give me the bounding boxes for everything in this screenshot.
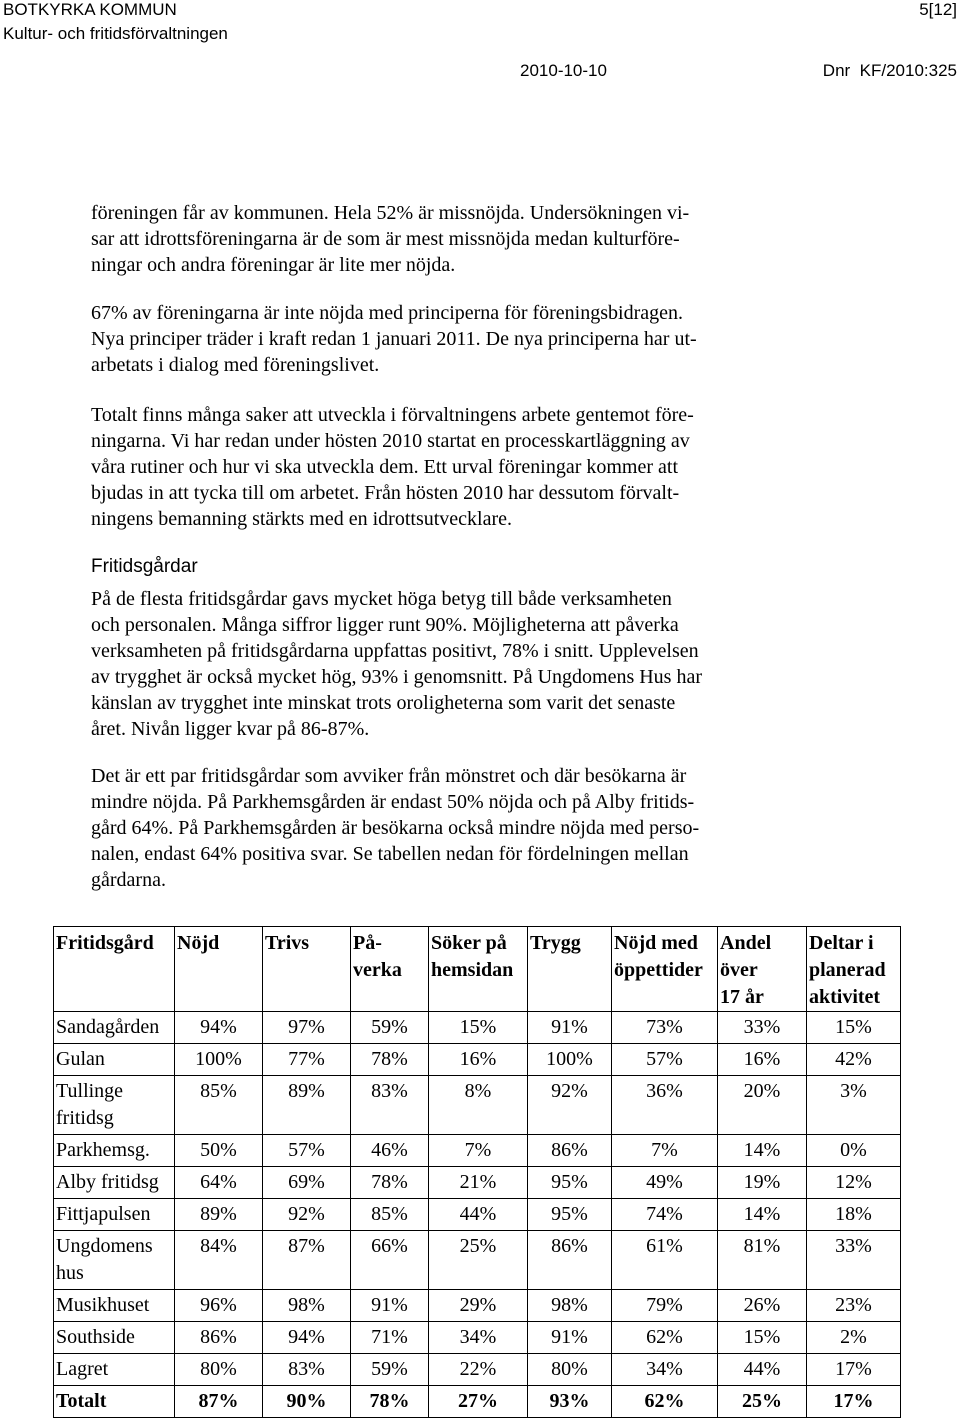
text-line: året. Nivån ligger kvar på 86-87%. [91,718,370,740]
table-cell: 15% [807,1012,901,1044]
table-cell: 85% [351,1199,429,1231]
cell-text: hus [56,1262,84,1284]
table-cell: 17% [807,1386,901,1418]
table-cell: 15% [718,1322,807,1354]
table-cell: 17% [807,1354,901,1386]
table-cell: 81% [718,1231,807,1290]
table-cell: 98% [528,1290,612,1322]
table-cell: 36% [612,1076,718,1135]
table-cell: 59% [351,1012,429,1044]
text-line: ningarna. Vi har redan under hösten 2010 startat en processkartläggning av [91,430,690,452]
table-cell: 97% [263,1012,351,1044]
cell-text: fritidsg [56,1107,114,1129]
table-cell: 12% [807,1167,901,1199]
table-cell: 79% [612,1290,718,1322]
table-cell: 20% [718,1076,807,1135]
table-cell: 23% [807,1290,901,1322]
table-cell: 15% [429,1012,528,1044]
cell-text: Andel [720,932,772,954]
table-cell: 33% [807,1231,901,1290]
table-cell: 93% [528,1386,612,1418]
table-cell: 71% [351,1322,429,1354]
youth-center-name [54,1386,175,1418]
table-cell: 57% [263,1135,351,1167]
text-line: bjudas in att tycka till om arbetet. Från hösten 2010 har dessutom förvalt- [91,482,680,504]
cell-text: aktivitet [809,986,881,1008]
table-cell: 7% [429,1135,528,1167]
table-cell: 89% [175,1199,263,1231]
column-header [175,927,263,1012]
table-cell: 21% [429,1167,528,1199]
table-cell: 96% [175,1290,263,1322]
paragraph-grant-principles [91,300,821,378]
table-cell: 25% [718,1386,807,1418]
table-cell: 92% [263,1199,351,1231]
youth-center-name [54,1354,175,1386]
paragraph-deviating-centers [91,763,821,893]
cell-text: hemsidan [431,959,514,981]
table-cell: 77% [263,1044,351,1076]
table-row [54,1012,901,1044]
paragraph-youth-center-ratings [91,586,821,742]
table-cell: 62% [612,1322,718,1354]
table-cell: 61% [612,1231,718,1290]
youth-center-name [54,1044,175,1076]
table-row [54,1290,901,1322]
table-row [54,1044,901,1076]
section-heading-fritidsgardar: Fritidsgårdar [91,556,198,577]
cell-text: Trivs [265,932,310,954]
table-cell: 87% [263,1231,351,1290]
table-cell: 74% [612,1199,718,1231]
table-cell: 50% [175,1135,263,1167]
table-cell: 83% [263,1354,351,1386]
table-cell: 69% [263,1167,351,1199]
table-cell: 57% [612,1044,718,1076]
table-cell: 91% [351,1290,429,1322]
youth-center-name [54,1135,175,1167]
text-line: föreningen får av kommunen. Hela 52% är missnöjda. Undersökningen vi- [91,202,690,224]
table-cell: 86% [175,1322,263,1354]
table-cell: 33% [718,1012,807,1044]
table-cell: 91% [528,1012,612,1044]
table-cell: 98% [263,1290,351,1322]
text-line: Totalt finns många saker att utveckla i förvaltningens arbete gentemot före- [91,404,694,426]
table-cell: 22% [429,1354,528,1386]
column-header [54,927,175,1012]
table-cell: 92% [528,1076,612,1135]
table-cell: 78% [351,1386,429,1418]
youth-center-name [54,1167,175,1199]
cell-text: Deltar i [809,932,874,954]
table-cell: 73% [612,1012,718,1044]
text-line: arbetats i dialog med föreningslivet. [91,354,380,376]
cell-text: Söker på [431,932,507,954]
text-line: känslan av trygghet inte minskat trots oroligheterna som varit det senaste [91,692,676,714]
table-cell: 83% [351,1076,429,1135]
table-cell: 84% [175,1231,263,1290]
table-cell: 14% [718,1199,807,1231]
table-cell: 0% [807,1135,901,1167]
column-header [429,927,528,1012]
text-line: Nya principer träder i kraft redan 1 januari 2011. De nya principerna har ut- [91,328,697,350]
organization-name: BOTKYRKA KOMMUN [3,0,177,19]
table-cell: 62% [612,1386,718,1418]
table-row [54,1231,901,1290]
table-cell: 64% [175,1167,263,1199]
text-line: Det är ett par fritidsgårdar som avviker från mönstret och där besökarna är [91,765,687,787]
table-cell: 59% [351,1354,429,1386]
cell-text: Nöjd med [614,932,698,954]
text-line: verksamheten på fritidsgårdarna uppfattas positivt, 78% i snitt. Upplevelsen [91,640,699,662]
text-line: sar att idrottsföreningarna är de som är mest missnöjda medan kulturföre- [91,228,680,250]
table-cell: 86% [528,1231,612,1290]
cell-text: Fittjapulsen [56,1203,151,1225]
cell-text: verka [353,959,402,981]
text-line: gårdarna. [91,869,166,891]
table-cell: 42% [807,1044,901,1076]
cell-text: Gulan [56,1048,105,1070]
text-line: nalen, endast 64% positiva svar. Se tabellen nedan för fördelningen mellan [91,843,689,865]
table-cell: 34% [612,1354,718,1386]
table-cell: 14% [718,1135,807,1167]
cell-text: Tullinge [56,1080,124,1102]
table-cell: 25% [429,1231,528,1290]
cell-text: 17 år [720,986,764,1008]
column-header [528,927,612,1012]
table-row [54,1135,901,1167]
table-cell: 78% [351,1167,429,1199]
department-name: Kultur- och fritidsförvaltningen [3,24,228,43]
youth-center-name [54,1199,175,1231]
paragraph-development-work [91,402,821,532]
table-cell: 66% [351,1231,429,1290]
document-date: 2010-10-10 [520,61,607,80]
text-line: gård 64%. På Parkhemsgården är besökarna också mindre nöjda med perso- [91,817,700,839]
paragraph-association-satisfaction [91,200,821,278]
table-cell: 91% [528,1322,612,1354]
cell-text: Sandagården [56,1016,160,1038]
table-cell: 29% [429,1290,528,1322]
cell-text: På- [353,932,382,954]
text-line: ningens bemanning stärkts med en idrottsutvecklare. [91,508,513,530]
youth-center-name [54,1012,175,1044]
table-cell: 44% [429,1199,528,1231]
youth-center-name [54,1076,175,1135]
cell-text: Trygg [530,932,581,954]
table-cell: 94% [175,1012,263,1044]
table-row [54,1076,901,1135]
column-header [807,927,901,1012]
cell-text: Totalt [56,1390,107,1412]
table-cell: 46% [351,1135,429,1167]
table-cell: 34% [429,1322,528,1354]
cell-text: över [720,959,758,981]
table-row [54,1199,901,1231]
table-row [54,1167,901,1199]
table-cell: 3% [807,1076,901,1135]
youth-center-name [54,1231,175,1290]
column-header [263,927,351,1012]
table-cell: 86% [528,1135,612,1167]
youth-center-name [54,1322,175,1354]
table-cell: 7% [612,1135,718,1167]
table-header-row [54,927,901,1012]
cell-text: Musikhuset [56,1294,150,1316]
table-cell: 44% [718,1354,807,1386]
table-cell: 2% [807,1322,901,1354]
table-cell: 85% [175,1076,263,1135]
table-cell: 16% [429,1044,528,1076]
text-line: mindre nöjda. På Parkhemsgården är endast 50% nöjda och på Alby fritids- [91,791,695,813]
column-header [351,927,429,1012]
table-cell: 49% [612,1167,718,1199]
text-line: ningar och andra föreningar är lite mer nöjda. [91,254,456,276]
text-line: och personalen. Många siffror ligger runt 90%. Möjligheterna att påverka [91,614,679,636]
cell-text: Southside [56,1326,135,1348]
text-line: av trygghet är också mycket hög, 93% i genomsnitt. På Ungdomens Hus har [91,666,702,688]
cell-text: öppettider [614,959,703,981]
table-cell: 78% [351,1044,429,1076]
cell-text: planerad [809,959,886,981]
document-reference-number: Dnr KF/2010:325 [822,61,957,80]
table-cell: 80% [175,1354,263,1386]
youth-center-results-table [53,926,901,1418]
table-cell: 95% [528,1199,612,1231]
table-cell: 94% [263,1322,351,1354]
table-cell: 95% [528,1167,612,1199]
table-cell: 27% [429,1386,528,1418]
table-cell: 100% [528,1044,612,1076]
table-total-row [54,1386,901,1418]
text-line: 67% av föreningarna är inte nöjda med principerna för föreningsbidragen. [91,302,683,324]
cell-text: Parkhemsg. [56,1139,150,1161]
column-header [612,927,718,1012]
table-cell: 8% [429,1076,528,1135]
table-cell: 89% [263,1076,351,1135]
table-cell: 19% [718,1167,807,1199]
table-cell: 100% [175,1044,263,1076]
table-cell: 80% [528,1354,612,1386]
cell-text: Fritidsgård [56,932,154,954]
table-cell: 87% [175,1386,263,1418]
table-cell: 18% [807,1199,901,1231]
cell-text: Lagret [56,1358,109,1380]
cell-text: Ungdomens [56,1235,153,1257]
table-cell: 26% [718,1290,807,1322]
table-cell: 16% [718,1044,807,1076]
text-line: våra rutiner och hur vi ska utveckla dem. Ett urval föreningar kommer att [91,456,679,478]
column-header [718,927,807,1012]
table-row [54,1322,901,1354]
cell-text: Nöjd [177,932,220,954]
table-row [54,1354,901,1386]
cell-text: Alby fritidsg [56,1171,159,1193]
table-cell: 90% [263,1386,351,1418]
text-line: På de flesta fritidsgårdar gavs mycket höga betyg till både verksamheten [91,588,672,610]
youth-center-name [54,1290,175,1322]
page-number: 5[12] [919,0,957,19]
